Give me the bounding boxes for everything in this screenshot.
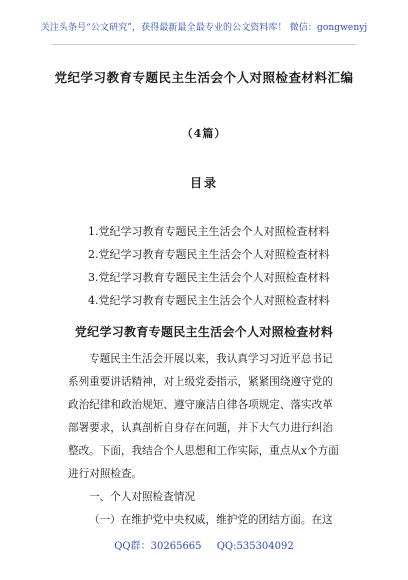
footer-qq-group: QQ群：30265665 xyxy=(114,541,202,552)
body-line: 系列重要讲话精神，对上级党委指示，紧紧围绕遵守党的 xyxy=(68,376,333,388)
section-title: 党纪学习教育专题民主生活会个人对照检查材料 xyxy=(74,325,334,339)
toc-item: 1.党纪学习教育专题民主生活会个人对照检查材料 xyxy=(88,225,330,238)
body-line: 部署要求，认真剖析自身存在问题，并下大气力进行纠治 xyxy=(68,422,333,434)
toc-item: 4.党纪学习教育专题民主生活会个人对照检查材料 xyxy=(88,294,330,307)
toc-heading: 目录 xyxy=(189,176,218,190)
body-line: 整改。下面，我结合个人思想和工作实际，重点从x个方面 xyxy=(68,445,339,457)
footer-qq: QQ:535304092 xyxy=(216,541,294,552)
body-line: 政治纪律和政治规矩、遵守廉洁自律各项规定、落实改革 xyxy=(68,399,333,411)
table-of-contents xyxy=(88,220,330,312)
body-line: （一）在维护党中央权威，维护党的团结方面。在这 xyxy=(89,514,333,526)
header-promo-note: 关注头条号“公文研究”，获得最新最全最专业的公文资料库！ 微信：gongwenyj xyxy=(40,23,368,33)
footer-contact xyxy=(0,537,408,552)
header-divider xyxy=(52,44,356,45)
toc-item: 2.党纪学习教育专题民主生活会个人对照检查材料 xyxy=(88,248,330,261)
toc-item: 3.党纪学习教育专题民主生活会个人对照检查材料 xyxy=(88,271,330,284)
body-line: 专题民主生活会开展以来，我认真学习习近平总书记 xyxy=(89,353,333,365)
body-paragraphs xyxy=(68,348,353,532)
document-count: （4篇） xyxy=(181,127,227,140)
body-line: 进行对照检查。 xyxy=(68,468,143,480)
body-heading-line: 一、个人对照检查情况 xyxy=(89,491,195,503)
document-title: 党纪学习教育专题民主生活会个人对照检查材料汇编 xyxy=(54,70,354,85)
